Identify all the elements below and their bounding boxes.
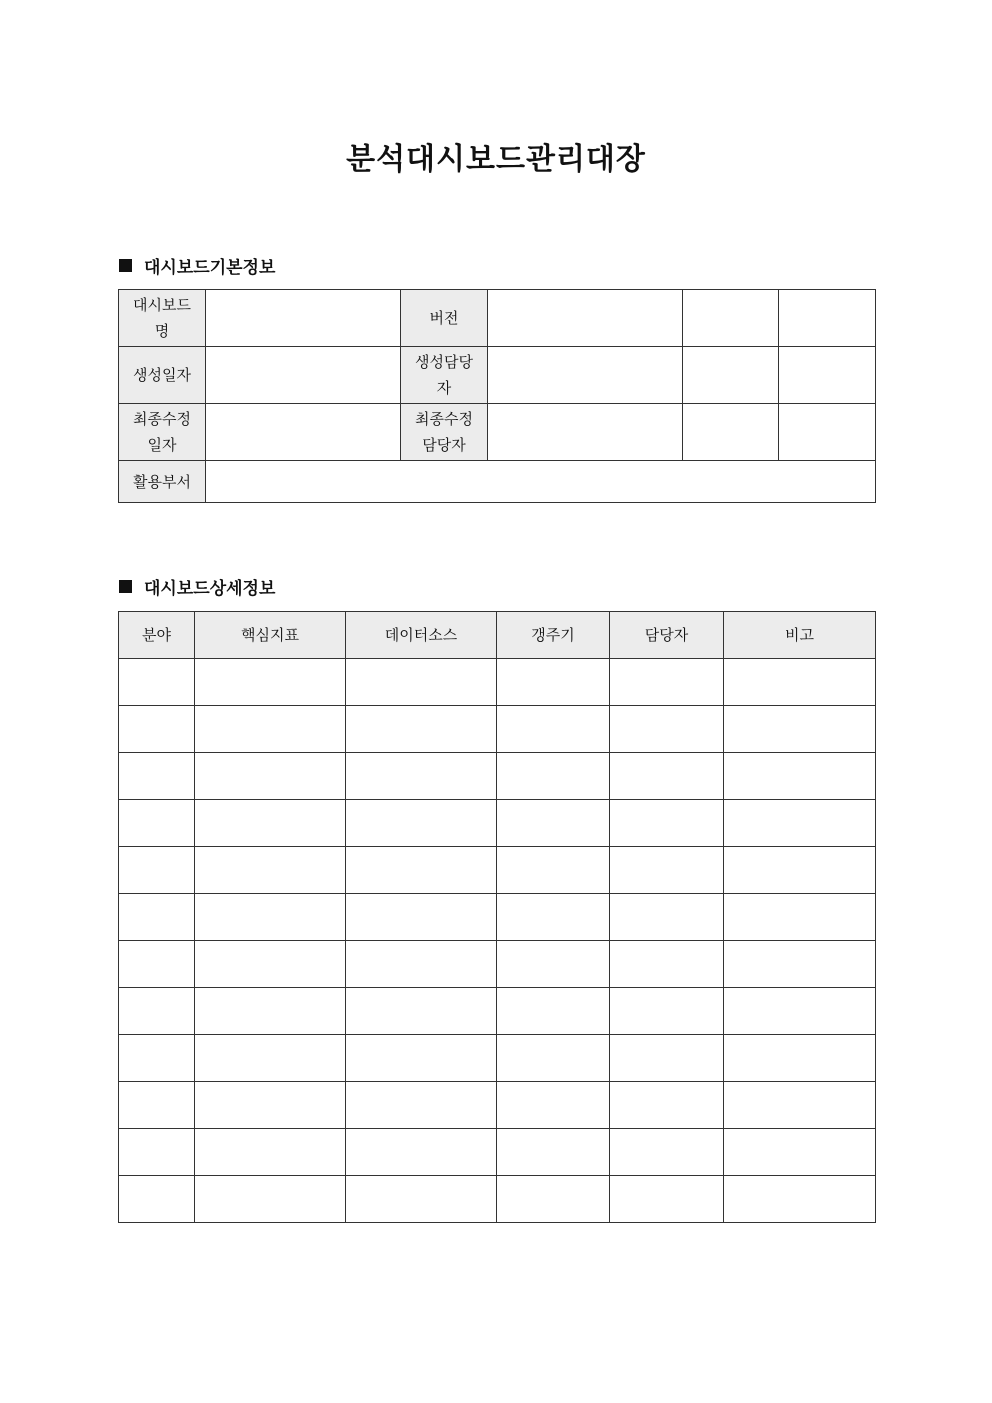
table-cell[interactable] bbox=[346, 706, 497, 753]
table-cell[interactable] bbox=[195, 1176, 346, 1223]
table-cell[interactable] bbox=[119, 753, 195, 800]
column-header-data-source: 데이터소스 bbox=[346, 612, 497, 659]
detail-info-table bbox=[118, 611, 876, 1223]
table-cell[interactable] bbox=[119, 706, 195, 753]
table-cell[interactable] bbox=[610, 1129, 724, 1176]
table-cell[interactable] bbox=[610, 988, 724, 1035]
table-cell[interactable] bbox=[724, 753, 876, 800]
table-cell[interactable] bbox=[119, 894, 195, 941]
black-square-icon bbox=[119, 259, 132, 272]
last-modified-date-label: 최종수정일자 bbox=[119, 404, 206, 461]
table-cell[interactable] bbox=[610, 894, 724, 941]
table-cell[interactable] bbox=[346, 1035, 497, 1082]
table-cell[interactable] bbox=[119, 1176, 195, 1223]
table-cell[interactable] bbox=[346, 659, 497, 706]
table-cell[interactable] bbox=[610, 1176, 724, 1223]
table-header-row bbox=[119, 612, 876, 659]
table-row bbox=[119, 706, 876, 753]
department-label: 활용부서 bbox=[119, 461, 206, 503]
table-cell[interactable] bbox=[346, 941, 497, 988]
creator-field[interactable] bbox=[488, 347, 683, 404]
table-cell[interactable] bbox=[497, 1176, 610, 1223]
last-modifier-field[interactable] bbox=[488, 404, 683, 461]
table-cell[interactable] bbox=[497, 1129, 610, 1176]
table-cell[interactable] bbox=[497, 847, 610, 894]
table-cell[interactable] bbox=[497, 800, 610, 847]
table-cell[interactable] bbox=[195, 800, 346, 847]
table-cell[interactable] bbox=[497, 706, 610, 753]
dashboard-name-label: 대시보드명 bbox=[119, 290, 206, 347]
table-cell[interactable] bbox=[195, 988, 346, 1035]
table-cell[interactable] bbox=[724, 847, 876, 894]
extra-field[interactable] bbox=[779, 290, 876, 347]
last-modified-date-field[interactable] bbox=[206, 404, 401, 461]
table-cell[interactable] bbox=[346, 1129, 497, 1176]
column-header-kpi: 핵심지표 bbox=[195, 612, 346, 659]
table-row bbox=[119, 290, 876, 347]
table-cell[interactable] bbox=[119, 659, 195, 706]
column-header-field: 분야 bbox=[119, 612, 195, 659]
table-cell[interactable] bbox=[497, 1082, 610, 1129]
table-cell[interactable] bbox=[724, 1129, 876, 1176]
table-cell[interactable] bbox=[610, 847, 724, 894]
table-cell[interactable] bbox=[119, 1082, 195, 1129]
table-cell[interactable] bbox=[497, 941, 610, 988]
table-cell[interactable] bbox=[195, 1035, 346, 1082]
detail-table-body bbox=[119, 659, 876, 1223]
table-row bbox=[119, 1176, 876, 1223]
extra-field[interactable] bbox=[779, 347, 876, 404]
column-header-owner: 담당자 bbox=[610, 612, 724, 659]
table-cell[interactable] bbox=[610, 800, 724, 847]
table-row bbox=[119, 461, 876, 503]
table-cell[interactable] bbox=[610, 1082, 724, 1129]
table-row bbox=[119, 894, 876, 941]
table-cell[interactable] bbox=[497, 894, 610, 941]
table-row bbox=[119, 1082, 876, 1129]
table-cell[interactable] bbox=[195, 847, 346, 894]
table-cell[interactable] bbox=[195, 706, 346, 753]
table-cell[interactable] bbox=[119, 800, 195, 847]
table-cell[interactable] bbox=[497, 1035, 610, 1082]
table-cell[interactable] bbox=[346, 894, 497, 941]
table-row bbox=[119, 347, 876, 404]
section-heading-basic bbox=[119, 253, 275, 278]
table-cell[interactable] bbox=[610, 1035, 724, 1082]
table-cell[interactable] bbox=[119, 1035, 195, 1082]
table-cell[interactable] bbox=[119, 847, 195, 894]
table-cell[interactable] bbox=[195, 1129, 346, 1176]
basic-info-table bbox=[118, 289, 876, 503]
page-title: 분석대시보드관리대장 bbox=[346, 142, 646, 177]
table-cell[interactable] bbox=[195, 659, 346, 706]
black-square-icon bbox=[119, 580, 132, 593]
table-cell[interactable] bbox=[346, 847, 497, 894]
extra-field[interactable] bbox=[683, 290, 779, 347]
section-heading-detail-label: 대시보드상세정보 bbox=[144, 579, 276, 599]
extra-field[interactable] bbox=[779, 404, 876, 461]
section-heading-detail bbox=[119, 574, 275, 599]
table-cell[interactable] bbox=[195, 1082, 346, 1129]
dashboard-name-field[interactable] bbox=[206, 290, 401, 347]
section-heading-basic-label: 대시보드기본정보 bbox=[144, 258, 276, 278]
table-cell[interactable] bbox=[346, 1082, 497, 1129]
table-row bbox=[119, 800, 876, 847]
column-header-remarks: 비고 bbox=[724, 612, 876, 659]
table-cell[interactable] bbox=[724, 1035, 876, 1082]
table-cell[interactable] bbox=[724, 706, 876, 753]
table-cell[interactable] bbox=[610, 753, 724, 800]
table-cell[interactable] bbox=[119, 988, 195, 1035]
table-cell[interactable] bbox=[724, 894, 876, 941]
table-cell[interactable] bbox=[724, 941, 876, 988]
table-row bbox=[119, 941, 876, 988]
table-cell[interactable] bbox=[724, 1176, 876, 1223]
extra-field[interactable] bbox=[683, 347, 779, 404]
created-date-label: 생성일자 bbox=[119, 347, 206, 404]
creator-label: 생성담당자 bbox=[401, 347, 488, 404]
table-cell[interactable] bbox=[497, 988, 610, 1035]
table-cell[interactable] bbox=[610, 941, 724, 988]
version-label: 버전 bbox=[401, 290, 488, 347]
table-cell[interactable] bbox=[497, 659, 610, 706]
version-field[interactable] bbox=[488, 290, 683, 347]
extra-field[interactable] bbox=[683, 404, 779, 461]
table-cell[interactable] bbox=[610, 706, 724, 753]
table-cell[interactable] bbox=[724, 1082, 876, 1129]
department-field[interactable] bbox=[206, 461, 876, 503]
table-row bbox=[119, 659, 876, 706]
created-date-field[interactable] bbox=[206, 347, 401, 404]
table-cell[interactable] bbox=[119, 941, 195, 988]
table-cell[interactable] bbox=[724, 659, 876, 706]
table-cell[interactable] bbox=[346, 753, 497, 800]
table-row bbox=[119, 988, 876, 1035]
table-row bbox=[119, 1035, 876, 1082]
table-cell[interactable] bbox=[195, 753, 346, 800]
table-cell[interactable] bbox=[119, 1129, 195, 1176]
table-cell[interactable] bbox=[346, 988, 497, 1035]
last-modifier-label: 최종수정담당자 bbox=[401, 404, 488, 461]
table-cell[interactable] bbox=[346, 800, 497, 847]
table-cell[interactable] bbox=[610, 659, 724, 706]
table-cell[interactable] bbox=[497, 753, 610, 800]
table-row bbox=[119, 404, 876, 461]
table-row bbox=[119, 1129, 876, 1176]
table-cell[interactable] bbox=[195, 894, 346, 941]
table-cell[interactable] bbox=[195, 941, 346, 988]
table-row bbox=[119, 753, 876, 800]
table-row bbox=[119, 847, 876, 894]
table-cell[interactable] bbox=[724, 800, 876, 847]
table-cell[interactable] bbox=[346, 1176, 497, 1223]
column-header-refresh-cycle: 갱주기 bbox=[497, 612, 610, 659]
table-cell[interactable] bbox=[724, 988, 876, 1035]
